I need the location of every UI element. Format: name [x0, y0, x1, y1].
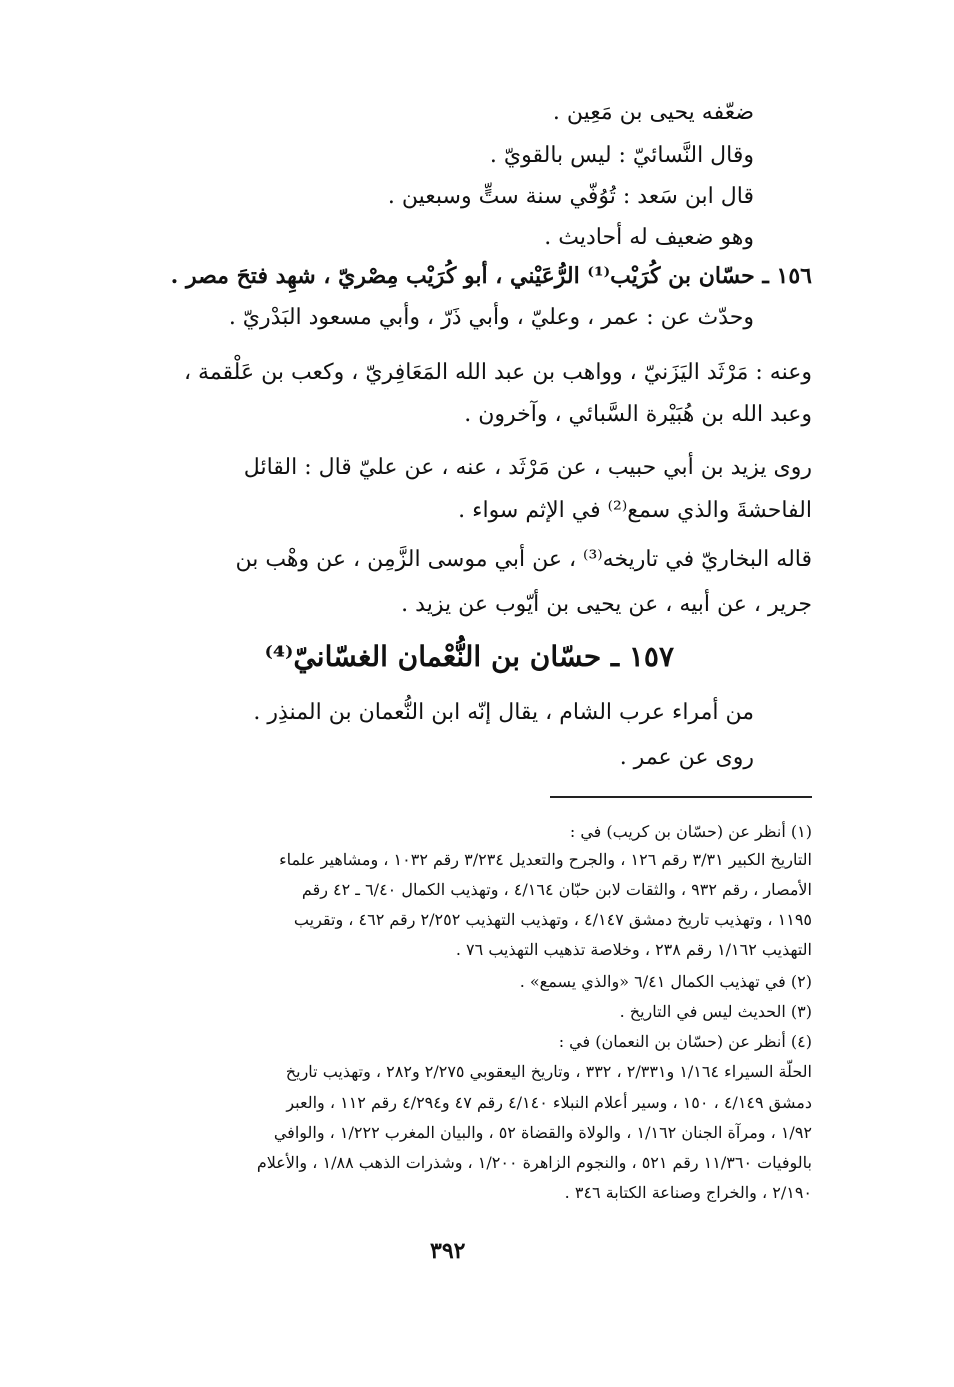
text-line: الفاحشةَ والذي سمع⁽²⁾ في الإثم سواء . [458, 498, 812, 523]
footnote-line: ١١٩٥ ، وتهذيب تاريخ دمشق ٤/١٤٧ ، وتهذيب التهذيب ٢/٢٥٢ رقم ٤٦٢ ، وتقريب [293, 910, 812, 929]
footnote-line: دمشق ٤/١٤٩ ، ١٥٠ ، وسير أعلام النبلاء ٤/١٤٠ رقم ٤٧ و٤/٢٩٤ رقم ١١٢ ، والعبر [286, 1093, 812, 1112]
footnote-line: التهذيب ١/١٦٢ رقم ٢٣٨ ، وخلاصة تذهيب التهذيب ٧٦ . [455, 940, 812, 959]
entry-156-heading: ١٥٦ ـ حسّان بن كُرَيْب⁽¹⁾ الرُّعَيْني ، أبو كُرَيْب مِصْريّ ، شهِد فتحَ مصر . [170, 263, 812, 289]
footnote-line: ٢/١٩٠ ، والخراج وصناعة الكتابة ٣٤٦ . [564, 1183, 812, 1202]
footnote-line: بالوفيات ١١/٣٦٠ رقم ٥٢١ ، والنجوم الزاهرة ١/٢٠٠ ، وشذرات الذهب ١/٨٨ ، والأعلام [256, 1153, 812, 1172]
text-line: من أمراء عرب الشام ، يقال إنّه ابن النُّعمان بن المنذِر . [253, 700, 754, 725]
footnote-line: (٤) أنظر عن (حسّان بن النعمان) في : [558, 1032, 812, 1051]
footnote-line: الحلّة السيراء ١/١٦٤ و٢/٣٣١ ، ٣٣٢ ، وتاريخ اليعقوبي ٢/٢٧٥ و٢٨٢ ، وتهذيب تاريخ [285, 1062, 812, 1081]
text-line: ضعّفه يحيى بن مَعِين . [552, 100, 754, 125]
text-line: وحدّث عن : عمر ، وعليّ ، وأبي ذَرّ ، وأبي مسعود البَدْريّ . [228, 305, 754, 330]
text-line: وهو ضعيف له أحاديث . [544, 225, 754, 250]
text-line: جرير ، عن أبيه ، عن يحيى بن أيّوب عن يزيد . [401, 592, 812, 617]
text-line: قال ابن سَعد : تُوُفّي سنة ستٍّ وسبعين . [387, 184, 754, 209]
text-line: روى يزيد بن أبي حبيب ، عن مَرْثَد ، عنه ، عن عليّ قال : القائل [243, 455, 812, 480]
footnote-line: (٢) في تهذيب الكمال ٦/٤١ «والذي يسمع» . [519, 972, 812, 991]
text-line: وعنه : مَرْثَد اليَزَنيّ ، وواهب بن عبد الله المَعَافِريّ ، وكعب بن عَلْقمة ، [183, 360, 812, 385]
text-line: وعبد الله بن هُبَيْرة السَّبائي ، وآخرون . [464, 402, 812, 427]
entry-157-heading: ١٥٧ ـ حسّان بن النُّعْمان الغسّانيّ⁽⁴⁾ [264, 640, 674, 673]
text-line: روى عن عمر . [619, 745, 754, 770]
footnote-divider [550, 796, 812, 798]
text-line: قاله البخاريّ في تاريخه⁽³⁾ ، عن أبي موسى الزَّمِن ، عن وهْب بن [235, 547, 812, 572]
footnote-line: التاريخ الكبير ٣/٣١ رقم ١٢٦ ، والجرح والتعديل ٣/٢٣٤ رقم ١٠٣٢ ، ومشاهير علماء [279, 850, 812, 869]
footnote-line: (٣) الحديث ليس في التاريخ . [619, 1002, 812, 1021]
footnote-line: ١/٩٢ ، ومرآة الجنان ١/١٦٢ ، والولاة والقضاة ٥٢ ، والبيان المغرب ١/٢٢٢ ، والوافي [273, 1123, 812, 1142]
page-number: ٣٩٢ [430, 1238, 466, 1264]
text-line: وقال النَّسائيّ : ليس بالقويّ . [489, 143, 754, 168]
footnote-line: الأمصار ، رقم ٩٣٢ ، والثقات لابن حبّان ٤/١٦٤ ، وتهذيب الكمال ٦/٤٠ ـ ٤٢ رقم [301, 880, 812, 899]
footnote-line: (١) أنظر عن (حسّان بن كريب) في : [569, 822, 812, 841]
